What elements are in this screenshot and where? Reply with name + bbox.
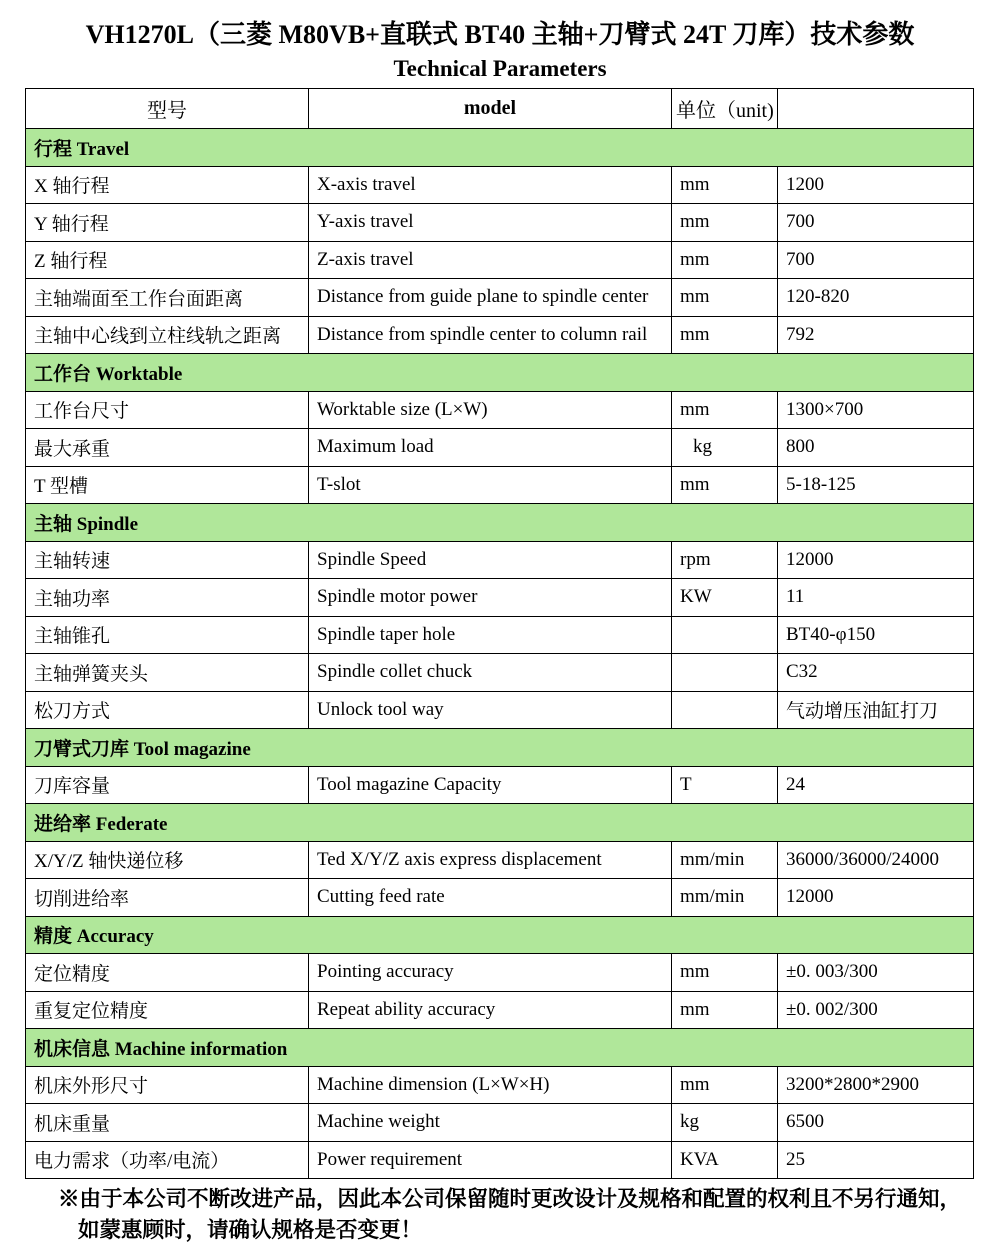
- param-unit: mm/min: [672, 841, 778, 879]
- page-subtitle: Technical Parameters: [393, 56, 607, 81]
- param-value: 24: [778, 766, 974, 804]
- param-name-cn: 主轴中心线到立柱线轨之距离: [26, 316, 309, 354]
- param-name-cn: 切削进给率: [26, 879, 309, 917]
- section-row: [26, 1029, 974, 1067]
- param-name-cn: 工作台尺寸: [26, 391, 309, 429]
- section-row: [26, 354, 974, 392]
- param-row: [26, 654, 974, 692]
- param-name-en: Unlock tool way: [309, 691, 672, 729]
- param-value: 气动增压油缸打刀: [778, 691, 974, 729]
- param-name-en: Cutting feed rate: [309, 879, 672, 917]
- param-name-cn: 机床重量: [26, 1104, 309, 1142]
- param-unit: kg: [672, 1104, 778, 1142]
- section-row: [26, 504, 974, 542]
- param-name-cn: 重复定位精度: [26, 991, 309, 1029]
- param-name-cn: 主轴锥孔: [26, 616, 309, 654]
- param-value: 12000: [778, 541, 974, 579]
- column-header-model-en: model: [309, 89, 672, 129]
- param-value: 3200*2800*2900: [778, 1066, 974, 1104]
- param-name-cn: 机床外形尺寸: [26, 1066, 309, 1104]
- param-unit: mm: [672, 1066, 778, 1104]
- param-value: 700: [778, 204, 974, 242]
- param-row: [26, 241, 974, 279]
- page-title: VH1270L（三菱 M80VB+直联式 BT40 主轴+刀臂式 24T 刀库）技术参数: [85, 20, 915, 49]
- column-header-model-cn: 型号: [26, 89, 309, 129]
- param-name-en: Y-axis travel: [309, 204, 672, 242]
- param-unit: mm: [672, 954, 778, 992]
- param-unit: KW: [672, 579, 778, 617]
- param-value: C32: [778, 654, 974, 692]
- column-header-blank: [778, 89, 974, 129]
- section-header: 主轴 Spindle: [26, 504, 974, 542]
- param-name-cn: 电力需求（功率/电流）: [26, 1141, 309, 1179]
- param-name-cn: 最大承重: [26, 429, 309, 467]
- param-name-en: Distance from guide plane to spindle center: [309, 279, 672, 317]
- param-name-en: Repeat ability accuracy: [309, 991, 672, 1029]
- section-header: 机床信息 Machine information: [26, 1029, 974, 1067]
- param-unit: mm: [672, 316, 778, 354]
- param-unit: [672, 691, 778, 729]
- param-name-en: Tool magazine Capacity: [309, 766, 672, 804]
- param-name-en: Machine weight: [309, 1104, 672, 1142]
- param-value: 1300×700: [778, 391, 974, 429]
- param-value: 700: [778, 241, 974, 279]
- param-row: [26, 429, 974, 467]
- param-name-cn: Z 轴行程: [26, 241, 309, 279]
- section-row: [26, 804, 974, 842]
- param-row: [26, 954, 974, 992]
- param-row: [26, 1104, 974, 1142]
- disclaimer-line-1: ※由于本公司不断改进产品，因此本公司保留随时更改设计及规格和配置的权利且不另行通知，: [58, 1187, 962, 1211]
- param-name-en: Spindle taper hole: [309, 616, 672, 654]
- param-name-en: Spindle collet chuck: [309, 654, 672, 692]
- param-unit: mm: [672, 279, 778, 317]
- param-value: 12000: [778, 879, 974, 917]
- param-name-en: Spindle motor power: [309, 579, 672, 617]
- param-value: 792: [778, 316, 974, 354]
- param-value: ±0. 003/300: [778, 954, 974, 992]
- param-name-en: Z-axis travel: [309, 241, 672, 279]
- param-unit: KVA: [672, 1141, 778, 1179]
- table-header-row: [26, 89, 974, 129]
- param-row: [26, 1066, 974, 1104]
- param-name-cn: 主轴弹簧夹头: [26, 654, 309, 692]
- param-value: ±0. 002/300: [778, 991, 974, 1029]
- param-name-cn: Y 轴行程: [26, 204, 309, 242]
- param-unit: mm: [672, 204, 778, 242]
- param-row: [26, 1141, 974, 1179]
- param-name-en: Maximum load: [309, 429, 672, 467]
- technical-parameters-table: [25, 88, 974, 1179]
- param-name-en: Distance from spindle center to column rail: [309, 316, 672, 354]
- param-unit: T: [672, 766, 778, 804]
- param-name-en: Pointing accuracy: [309, 954, 672, 992]
- param-unit: [672, 654, 778, 692]
- param-name-en: Ted X/Y/Z axis express displacement: [309, 841, 672, 879]
- param-row: [26, 691, 974, 729]
- param-row: [26, 541, 974, 579]
- param-row: [26, 316, 974, 354]
- section-header: 工作台 Worktable: [26, 354, 974, 392]
- param-unit: mm/min: [672, 879, 778, 917]
- param-name-cn: 主轴转速: [26, 541, 309, 579]
- param-unit: rpm: [672, 541, 778, 579]
- param-unit: kg: [672, 429, 778, 467]
- param-unit: mm: [672, 166, 778, 204]
- section-header: 精度 Accuracy: [26, 916, 974, 954]
- param-name-en: Machine dimension (L×W×H): [309, 1066, 672, 1104]
- param-name-en: X-axis travel: [309, 166, 672, 204]
- param-name-cn: 松刀方式: [26, 691, 309, 729]
- param-name-cn: 刀库容量: [26, 766, 309, 804]
- param-name-cn: X/Y/Z 轴快递位移: [26, 841, 309, 879]
- param-name-cn: X 轴行程: [26, 166, 309, 204]
- section-row: [26, 916, 974, 954]
- param-row: [26, 204, 974, 242]
- param-value: 120-820: [778, 279, 974, 317]
- param-row: [26, 279, 974, 317]
- param-unit: mm: [672, 241, 778, 279]
- param-value: 1200: [778, 166, 974, 204]
- param-name-en: T-slot: [309, 466, 672, 504]
- param-value: 6500: [778, 1104, 974, 1142]
- param-value: 36000/36000/24000: [778, 841, 974, 879]
- disclaimer-note: [58, 1184, 970, 1246]
- param-row: [26, 991, 974, 1029]
- param-row: [26, 391, 974, 429]
- param-unit: mm: [672, 991, 778, 1029]
- param-row: [26, 616, 974, 654]
- param-row: [26, 166, 974, 204]
- param-value: 5-18-125: [778, 466, 974, 504]
- table-body: [26, 129, 974, 1179]
- param-row: [26, 766, 974, 804]
- param-name-cn: T 型槽: [26, 466, 309, 504]
- column-header-unit: 单位（unit): [672, 89, 778, 129]
- param-name-cn: 定位精度: [26, 954, 309, 992]
- param-unit: mm: [672, 466, 778, 504]
- param-row: [26, 841, 974, 879]
- param-value: 11: [778, 579, 974, 617]
- param-row: [26, 879, 974, 917]
- param-value: 800: [778, 429, 974, 467]
- section-header: 行程 Travel: [26, 129, 974, 167]
- param-value: 25: [778, 1141, 974, 1179]
- section-header: 刀臂式刀库 Tool magazine: [26, 729, 974, 767]
- param-row: [26, 579, 974, 617]
- param-name-en: Spindle Speed: [309, 541, 672, 579]
- section-row: [26, 729, 974, 767]
- section-header: 进给率 Federate: [26, 804, 974, 842]
- param-name-cn: 主轴功率: [26, 579, 309, 617]
- param-row: [26, 466, 974, 504]
- param-unit: [672, 616, 778, 654]
- param-unit: mm: [672, 391, 778, 429]
- disclaimer-line-2: 如蒙惠顾时，请确认规格是否变更！: [78, 1218, 423, 1242]
- param-name-en: Power requirement: [309, 1141, 672, 1179]
- section-row: [26, 129, 974, 167]
- param-value: BT40-φ150: [778, 616, 974, 654]
- param-name-cn: 主轴端面至工作台面距离: [26, 279, 309, 317]
- param-name-en: Worktable size (L×W): [309, 391, 672, 429]
